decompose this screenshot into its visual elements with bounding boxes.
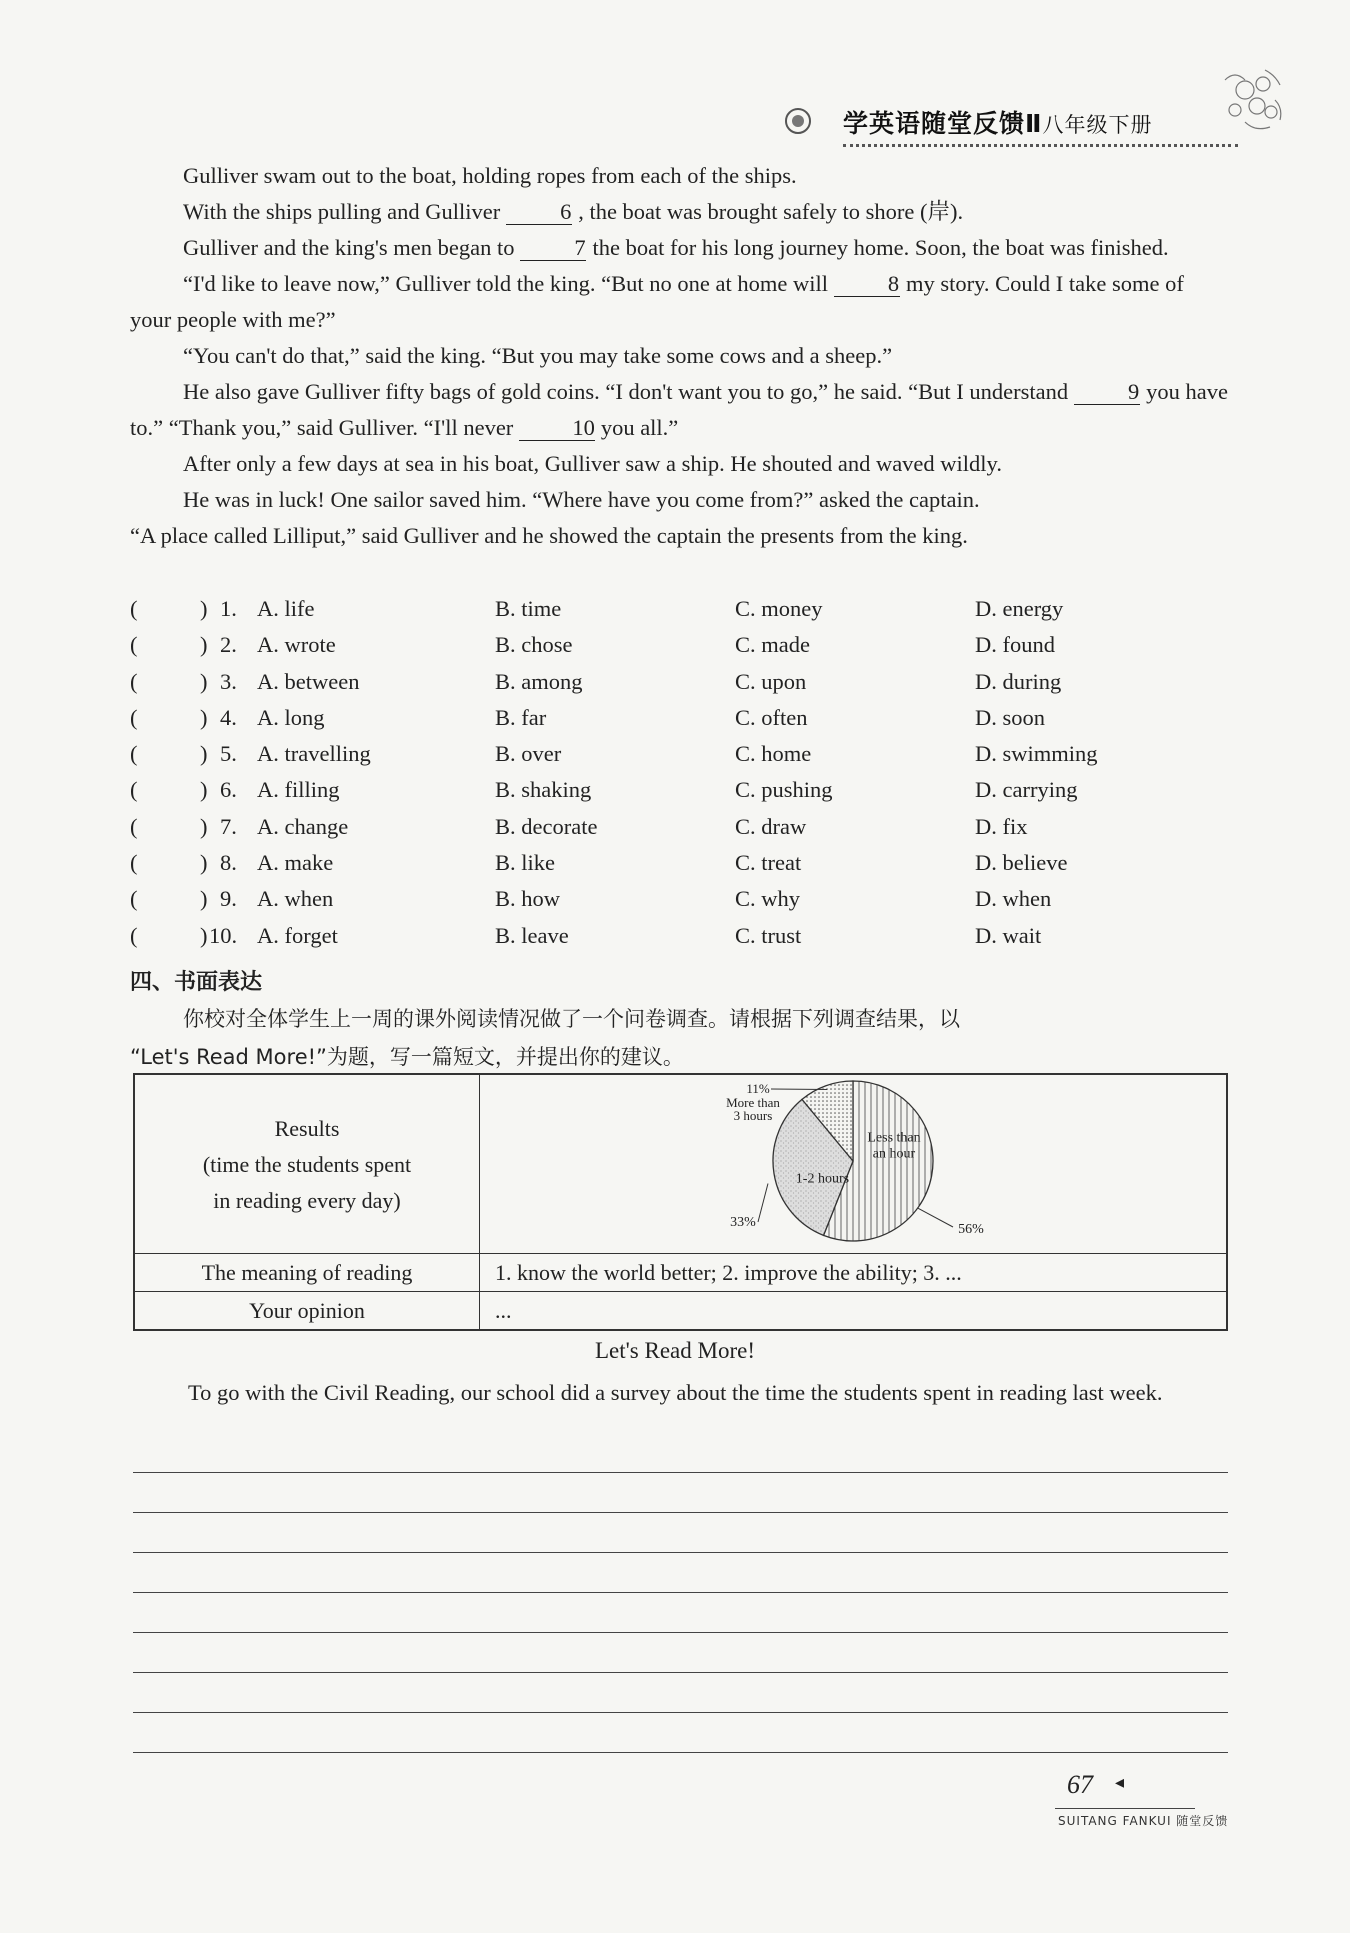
answer-paren-close: ) xyxy=(200,886,208,912)
question-row-7 xyxy=(130,814,1230,850)
question-number: 6. xyxy=(220,777,237,803)
pie-label-1-2-hours: 1-2 hours xyxy=(795,1171,850,1187)
page-header xyxy=(785,100,1240,150)
option-c[interactable]: C. home xyxy=(735,741,812,767)
option-a[interactable]: A. long xyxy=(257,704,325,730)
passage-text: , the boat was brought safely to shore (岸). xyxy=(578,199,964,224)
option-b[interactable]: B. far xyxy=(495,704,547,730)
writing-line[interactable] xyxy=(133,1552,1228,1553)
option-a[interactable]: A. wrote xyxy=(257,632,336,658)
passage-line-1 xyxy=(130,158,1230,194)
pie-label-more-than: More than xyxy=(726,1095,780,1110)
option-c[interactable]: C. pushing xyxy=(735,777,833,803)
answer-paren-open[interactable]: ( xyxy=(130,632,138,658)
answer-paren-close: ) xyxy=(200,850,208,876)
book-title xyxy=(843,104,1152,140)
meaning-label: The meaning of reading xyxy=(201,1260,413,1285)
option-a[interactable]: A. filling xyxy=(257,777,340,803)
option-b[interactable]: B. shaking xyxy=(495,777,592,803)
passage-line-6 xyxy=(130,374,1230,446)
answer-paren-close: ) xyxy=(200,741,208,767)
question-number: 3. xyxy=(220,668,237,694)
question-number: 8. xyxy=(220,850,237,876)
passage-line-3 xyxy=(130,230,1230,266)
pie-leader-56 xyxy=(918,1208,953,1227)
option-c[interactable]: C. draw xyxy=(735,813,807,839)
passage-text: After only a few days at sea in his boat, Gulliver saw a ship. He shouted and waved wildly. xyxy=(183,451,1002,476)
passage-text: “You can't do that,” said the king. “But you may take some cows and a sheep.” xyxy=(183,343,893,368)
footer-rule xyxy=(1055,1808,1195,1809)
option-d[interactable]: D. energy xyxy=(975,596,1064,621)
pie-value-11: 11% xyxy=(746,1081,770,1096)
option-d[interactable]: D. fix xyxy=(975,813,1028,839)
passage-line-5 xyxy=(130,338,1230,374)
answer-paren-close: ) xyxy=(200,704,208,730)
pie-label-an-hour: an hour xyxy=(872,1146,916,1162)
choice-options xyxy=(130,596,1230,959)
option-b[interactable]: B. how xyxy=(495,886,561,912)
pie-value-56: 56% xyxy=(958,1222,984,1237)
book-title-main: 学英语随堂反馈Ⅱ xyxy=(843,109,1043,138)
passage-text: you have to.” “Thank you,” said Gulliver. “I'll never xyxy=(130,379,1228,440)
option-d[interactable]: D. believe xyxy=(975,850,1068,876)
option-d[interactable]: D. wait xyxy=(975,922,1042,948)
passage-text: Gulliver and the king's men began to xyxy=(183,235,515,260)
question-number: 10. xyxy=(209,922,238,948)
option-c[interactable]: C. made xyxy=(735,632,810,658)
question-row-9 xyxy=(130,886,1230,922)
pie-label-3-hours: 3 hours xyxy=(733,1108,773,1123)
option-b[interactable]: B. chose xyxy=(495,632,573,658)
question-number: 5. xyxy=(220,741,237,767)
answer-paren-close: ) xyxy=(200,668,208,694)
question-row-5 xyxy=(130,741,1230,777)
writing-line[interactable] xyxy=(133,1592,1228,1593)
passage-text: “A place called Lilliput,” said Gulliver and he showed the captain the presents from the king. xyxy=(130,523,968,548)
passage-text: He was in luck! One sailor saved him. “Where have you come from?” asked the captain. xyxy=(183,487,980,512)
reading-time-pie-chart xyxy=(485,1075,1227,1253)
question-number: 7. xyxy=(220,813,237,839)
writing-line[interactable] xyxy=(133,1632,1228,1633)
option-b[interactable]: B. over xyxy=(495,741,562,767)
results-label-line: Results xyxy=(274,1116,340,1141)
option-c[interactable]: C. treat xyxy=(735,850,802,876)
question-row-6 xyxy=(130,777,1230,813)
answer-paren-open[interactable]: ( xyxy=(130,777,138,803)
answer-paren-open[interactable]: ( xyxy=(130,886,138,912)
option-c[interactable]: C. often xyxy=(735,704,808,730)
passage-text: He also gave Gulliver fifty bags of gold coins. “I don't want you to go,” he said. “But I understand xyxy=(183,379,1069,404)
option-a[interactable]: A. make xyxy=(257,850,334,876)
option-b[interactable]: B. leave xyxy=(495,922,569,948)
results-label-line: in reading every day) xyxy=(213,1188,401,1213)
page-number: 67 xyxy=(1067,1770,1093,1799)
question-number: 4. xyxy=(220,704,237,730)
option-a[interactable]: A. change xyxy=(257,813,349,839)
answer-paren-close: ) xyxy=(200,632,208,658)
instruction-line: 你校对全体学生上一周的课外阅读情况做了一个问卷调查。请根据下列调查结果，以 xyxy=(183,1007,960,1031)
flower-ornament-icon xyxy=(1205,60,1295,150)
section-instructions xyxy=(130,1000,1230,1076)
passage-line-7 xyxy=(130,446,1230,482)
answer-blank-10[interactable]: 10 xyxy=(519,416,595,441)
passage-text: the boat for his long journey home. Soon, the boat was finished. xyxy=(592,235,1169,260)
passage-line-8 xyxy=(130,482,1230,518)
writing-line[interactable] xyxy=(133,1472,1228,1473)
question-row-4 xyxy=(130,705,1230,741)
question-number: 2. xyxy=(220,632,237,658)
footer-brand: SUITANG FANKUI 随堂反馈 xyxy=(1058,1814,1229,1828)
header-dotted-rule xyxy=(843,144,1238,147)
question-row-10 xyxy=(130,923,1230,959)
answer-blank-6[interactable]: 6 xyxy=(506,200,572,225)
option-a[interactable]: A. when xyxy=(257,886,334,912)
option-c[interactable]: C. why xyxy=(735,886,801,912)
option-d[interactable]: D. during xyxy=(975,668,1062,694)
answer-blank-9[interactable]: 9 xyxy=(1074,380,1140,405)
option-b[interactable]: B. among xyxy=(495,668,583,694)
passage-text: “I'd like to leave now,” Gulliver told the king. “But no one at home will xyxy=(183,271,828,296)
option-b[interactable]: B. decorate xyxy=(495,813,598,839)
option-d[interactable]: D. when xyxy=(975,886,1052,912)
results-label xyxy=(135,1111,479,1219)
option-a[interactable]: A. between xyxy=(257,668,360,694)
essay-opening-text: To go with the Civil Reading, our school did a survey about the time the students spent in reading last week. xyxy=(188,1380,1163,1405)
passage-line-4 xyxy=(130,266,1230,338)
book-grade: 八年级下册 xyxy=(1042,113,1153,137)
passage-line-2 xyxy=(130,194,1230,230)
option-a[interactable]: A. life xyxy=(257,596,315,621)
answer-paren-open[interactable]: ( xyxy=(130,741,138,767)
writing-line[interactable] xyxy=(133,1512,1228,1513)
survey-table xyxy=(133,1073,1228,1331)
section-title: 四、书面表达 xyxy=(130,970,263,995)
passage-text: you all.” xyxy=(600,415,679,440)
answer-paren-close: ) xyxy=(200,777,208,803)
pie-leader-33 xyxy=(758,1184,768,1222)
writing-line[interactable] xyxy=(133,1752,1228,1753)
option-c[interactable]: C. trust xyxy=(735,922,802,948)
arrow-icon: ◂ xyxy=(1115,1772,1125,1792)
answer-paren-close: ) xyxy=(200,813,208,839)
pie-value-33: 33% xyxy=(730,1215,756,1230)
results-label-line: (time the students spent xyxy=(202,1152,412,1177)
answer-paren-close: ) xyxy=(200,922,208,948)
essay-title: Let's Read More! xyxy=(595,1338,755,1363)
answer-paren-close: ) xyxy=(200,596,208,621)
question-number: 9. xyxy=(220,886,237,912)
pie-chart-svg xyxy=(485,1075,1227,1253)
answer-paren-open[interactable]: ( xyxy=(130,922,138,948)
table-divider xyxy=(135,1253,1226,1254)
option-d[interactable]: D. found xyxy=(975,632,1055,658)
logo-icon xyxy=(785,108,811,134)
option-c[interactable]: C. upon xyxy=(735,668,807,694)
answer-paren-open[interactable]: ( xyxy=(130,813,138,839)
option-b[interactable]: B. like xyxy=(495,850,555,876)
option-c[interactable]: C. money xyxy=(735,596,823,621)
option-a[interactable]: A. forget xyxy=(257,922,338,948)
instruction-line: “Let's Read More!”为题，写一篇短文，并提出你的建议。 xyxy=(130,1045,684,1069)
meaning-value: 1. know the world better; 2. improve the ability; 3. ... xyxy=(495,1260,962,1285)
question-number: 1. xyxy=(220,596,237,621)
option-d[interactable]: D. soon xyxy=(975,704,1046,730)
pie-label-less-than: Less than xyxy=(867,1130,921,1146)
answer-blank-8[interactable]: 8 xyxy=(834,272,900,297)
passage-text: my story. Could I take some of your people with me?” xyxy=(130,271,1184,332)
essay-opening xyxy=(135,1374,1230,1412)
passage-text: With the ships pulling and Gulliver xyxy=(183,199,501,224)
option-d[interactable]: D. carrying xyxy=(975,777,1078,803)
cloze-passage xyxy=(130,158,1230,554)
option-a[interactable]: A. travelling xyxy=(257,741,371,767)
question-row-2 xyxy=(130,632,1230,668)
opinion-value[interactable]: ... xyxy=(495,1298,512,1323)
option-b[interactable]: B. time xyxy=(495,596,562,621)
opinion-label: Your opinion xyxy=(249,1298,365,1323)
option-d[interactable]: D. swimming xyxy=(975,741,1098,767)
writing-line[interactable] xyxy=(133,1712,1228,1713)
question-row-1 xyxy=(130,596,1230,632)
answer-paren-open[interactable]: ( xyxy=(130,668,138,694)
answer-paren-open[interactable]: ( xyxy=(130,850,138,876)
passage-line-9 xyxy=(130,518,1230,554)
answer-blank-7[interactable]: 7 xyxy=(520,236,586,261)
answer-paren-open[interactable]: ( xyxy=(130,596,138,621)
question-row-3 xyxy=(130,669,1230,705)
table-divider xyxy=(135,1291,1226,1292)
answer-paren-open[interactable]: ( xyxy=(130,704,138,730)
writing-line[interactable] xyxy=(133,1672,1228,1673)
passage-text: Gulliver swam out to the boat, holding ropes from each of the ships. xyxy=(183,163,797,188)
question-row-8 xyxy=(130,850,1230,886)
